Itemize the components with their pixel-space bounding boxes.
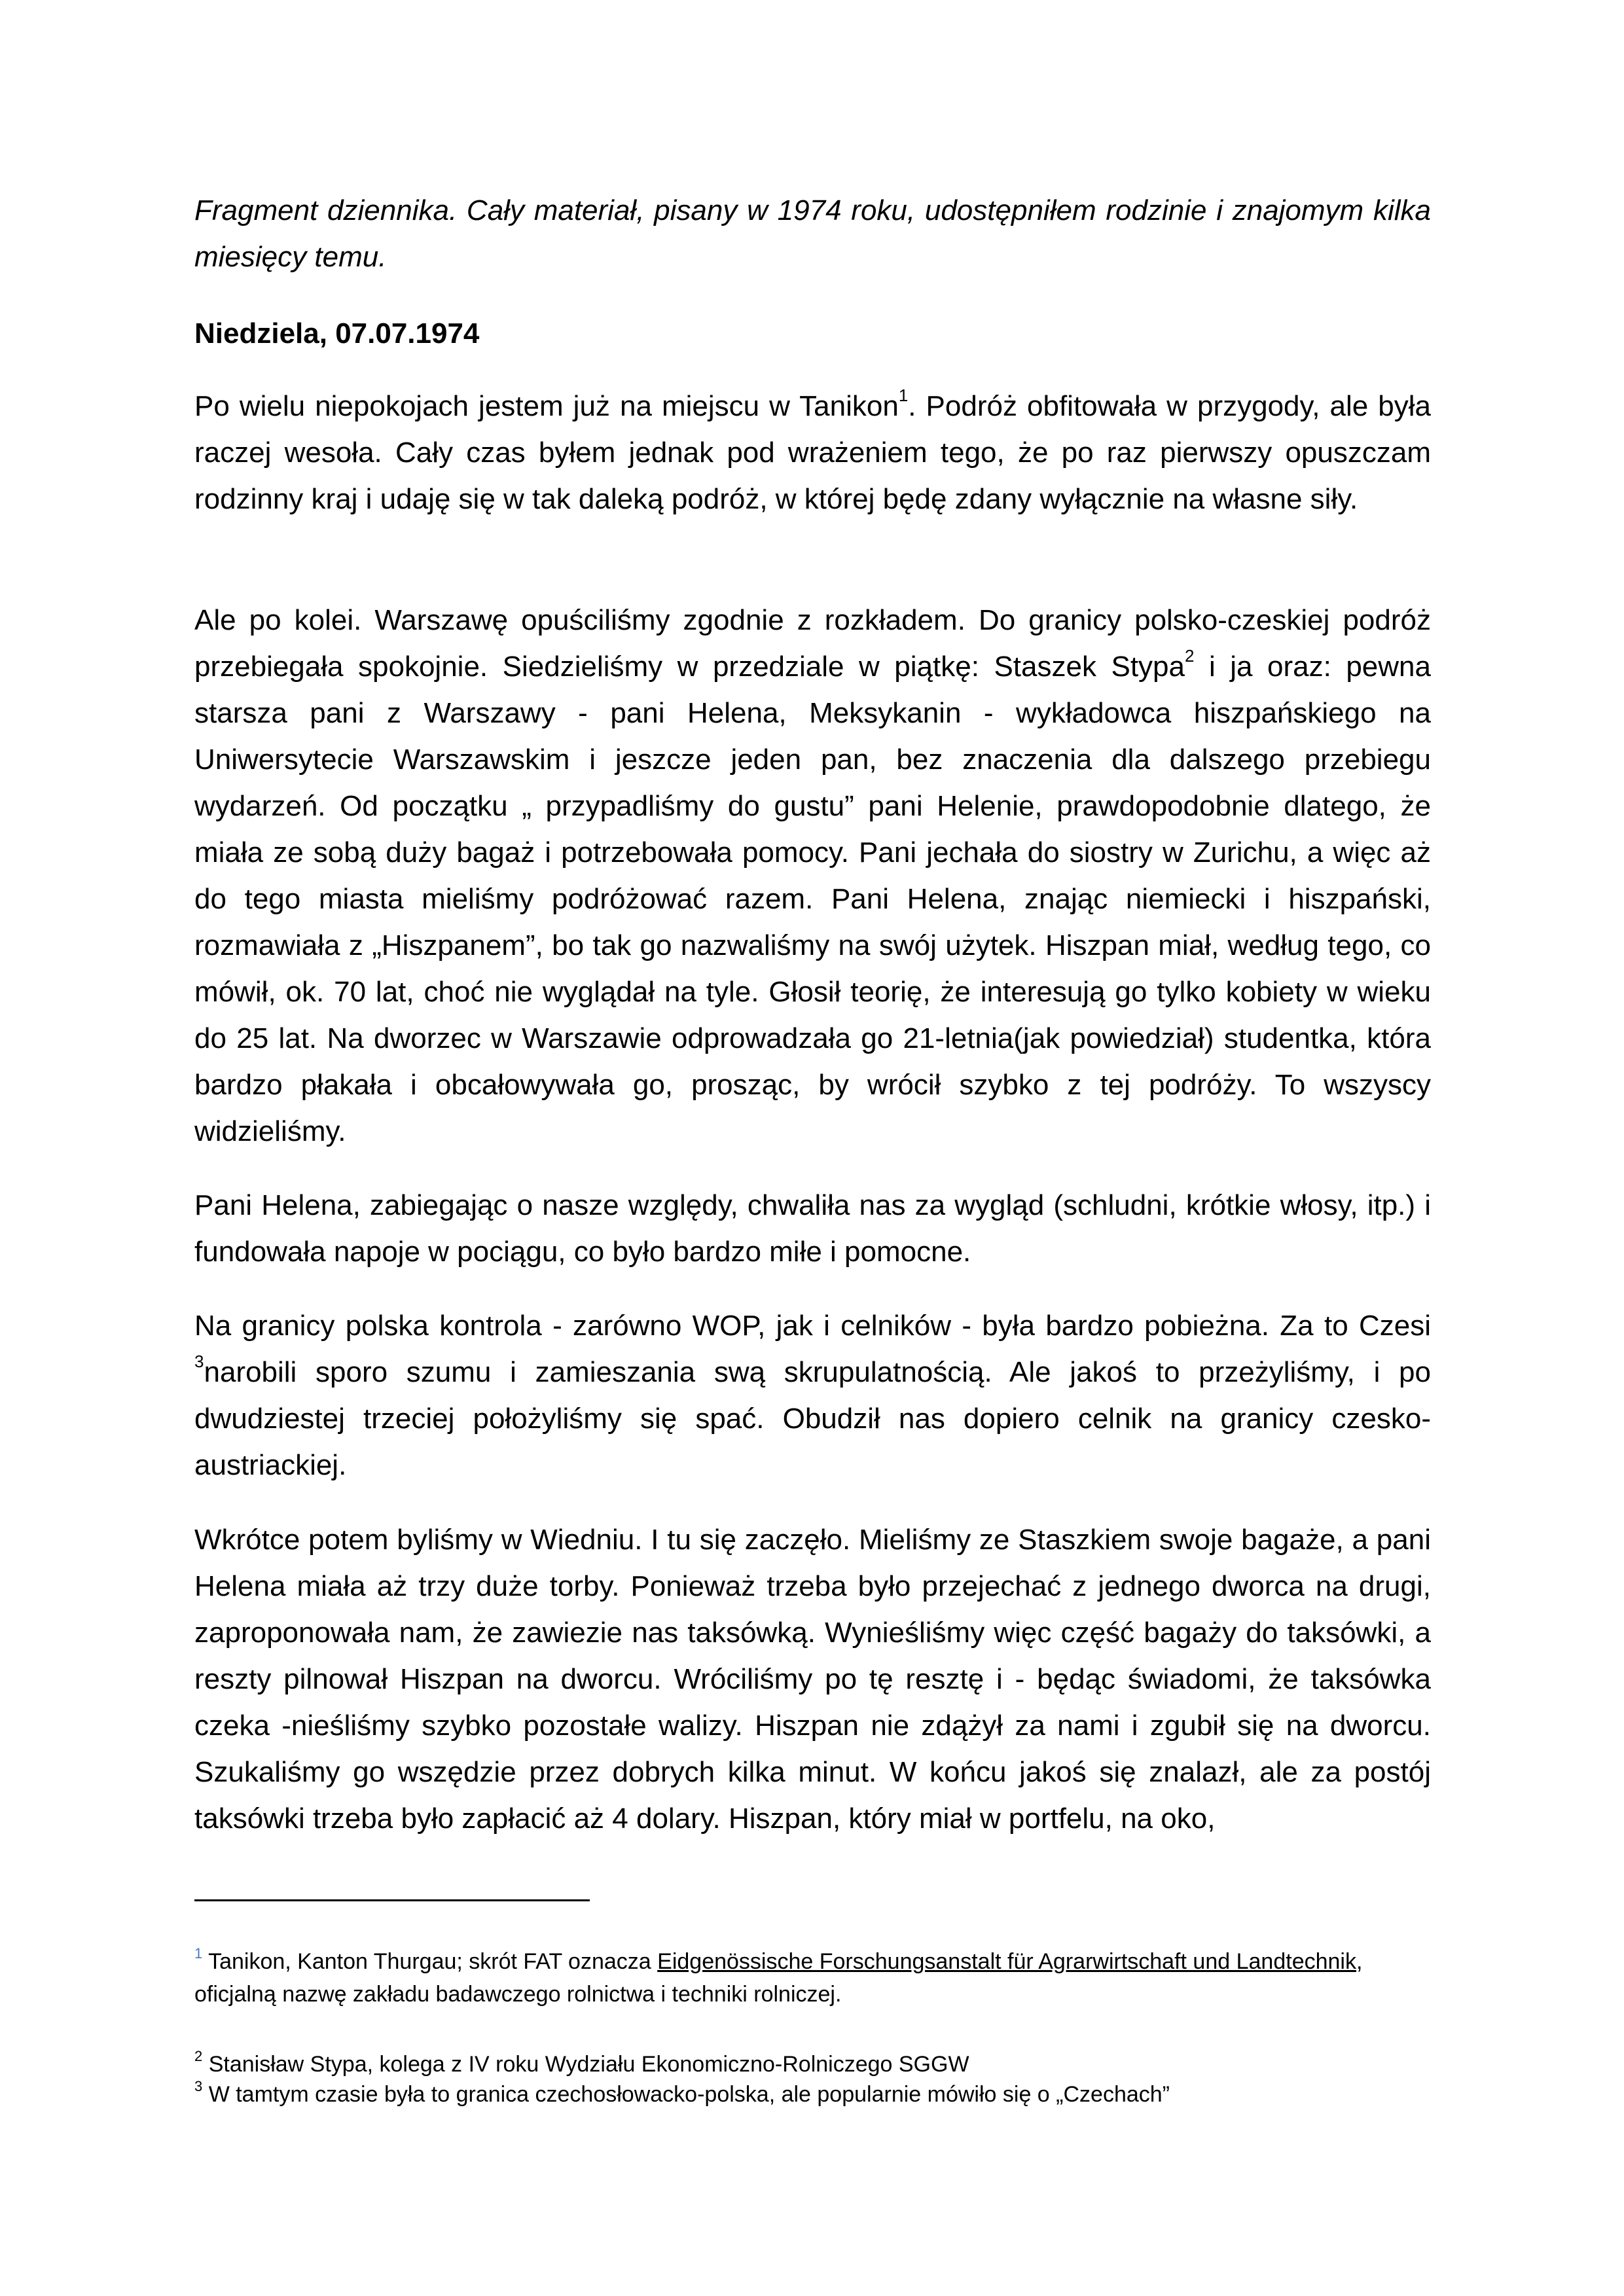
paragraph-2-text-b: i ja oraz: pewna starsza pani z Warszawy - pani Helena, Meksykanin - wykładowca hiszpańskiego na Uniwersytecie Warszawskim i jeszcze jeden pan, bez znaczenia dla dalszego przebiegu wydarzeń. Od początku „ przypadliśmy do gustu” pani Helenie, prawdopodobnie dlatego, że miała ze sobą duży bagaż i potrzebowała pomocy. Pani jechała do siostry w Zurichu, a więc aż do tego miasta mieliśmy podróżować razem. Pani Helena, znając niemiecki i hiszpański, rozmawiała z „Hiszpanem”, bo tak go nazwaliśmy na swój użytek. Hiszpan miał, według tego, co mówił, ok. 70 lat, choć nie wyglądał na tyle. Głosił teorię, że interesują go tylko kobiety w wieku do 25 lat. Na dworzec w Warszawie odprowadzała go 21-letnia(jak powiedział) studentka, która bardzo płakała i obcałowywała go, prosząc, by wrócił szybko z tej podróży. To wszyscy widzieliśmy. — [194, 651, 1431, 1147]
paragraph-2-text-a: Ale po kolei. Warszawę opuściliśmy zgodnie z rozkładem. Do granicy polsko-czeskiej podróż przebiegała spokojnie. Siedzieliśmy w przedziale w piątkę: Staszek Stypa — [194, 604, 1431, 683]
footnote-1-text-before: Tanikon, Kanton Thurgau; skrót FAT oznacza — [202, 1949, 658, 1974]
footnote-1 — [194, 1945, 1431, 2011]
footnote-2 — [194, 2048, 1431, 2081]
footnote-1-text-after: , oficjalną nazwę zakładu badawczego rolnictwa i techniki rolniczej. — [194, 1949, 1363, 2007]
paragraph-1 — [194, 383, 1431, 522]
paragraph-4-text-a: Na granicy polska kontrola - zarówno WOP, jak i celników - była bardzo pobieżna. Za to Czesi — [194, 1310, 1431, 1342]
footnote-1-link[interactable]: Eidgenössische Forschungsanstalt für Agrarwirtschaft und Landtechnik — [657, 1949, 1356, 1974]
footnote-3-number: 3 — [194, 2078, 203, 2094]
footnote-ref-3[interactable]: 3 — [194, 1352, 204, 1371]
footnote-3 — [194, 2078, 1431, 2111]
footnote-ref-2[interactable]: 2 — [1184, 646, 1195, 666]
paragraph-1-text-b: . Podróż obfitowała w przygody, ale była raczej wesoła. Cały czas byłem jednak pod wrażeniem tego, że po raz pierwszy opuszczam rodzinny kraj i udaję się w tak daleką podróż, w której będę zdany wyłącznie na własne siły. — [194, 390, 1431, 515]
paragraph-4-text-b: narobili sporo szumu i zamieszania swą skrupulatnością. Ale jakoś to przeżyliśmy, i po dwudziestej trzeciej położyliśmy się spać. Obudził nas dopiero celnik na granicy czesko-austriackiej. — [194, 1356, 1431, 1481]
footnote-3-text: W tamtym czasie była to granica czechosłowacko-polska, ale popularnie mówiło się o „Czechach” — [202, 2082, 1170, 2107]
paragraph-4 — [194, 1302, 1431, 1488]
paragraph-3: Pani Helena, zabiegając o nasze względy, chwaliła nas za wygląd (schludni, krótkie włosy, itp.) i fundowała napoje w pociągu, co było bardzo miłe i pomocne. — [194, 1189, 1431, 1268]
date-heading: Niedziela, 07.07.1974 — [194, 317, 480, 350]
paragraph-1-text-a: Po wielu niepokojach jestem już na miejscu w Tanikon — [194, 390, 899, 422]
paragraph-2 — [194, 597, 1431, 1155]
footnote-ref-1[interactable]: 1 — [898, 386, 909, 405]
footnote-1-number: 1 — [194, 1945, 203, 1962]
paragraph-5: Wkrótce potem byliśmy w Wiedniu. I tu się zaczęło. Mieliśmy ze Staszkiem swoje bagaże, a pani Helena miała aż trzy duże torby. Ponieważ trzeba było przejechać z jednego dworca na drugi, zaproponowała nam, że zawiezie nas taksówką. Wynieśliśmy więc część bagaży do taksówki, a reszty pilnował Hiszpan na dworcu. Wróciliśmy po tę resztę i - będąc świadomi, że taksówka czeka -nieśliśmy szybko pozostałe walizy. Hiszpan nie zdążył za nami i zgubił się na dworcu. Szukaliśmy go wszędzie przez dobrych kilka minut. W końcu jakoś się znalazł, ale za postój taksówki trzeba było zapłacić aż 4 dolary. Hiszpan, który miał w portfelu, na oko, — [194, 1524, 1431, 1835]
footnote-2-number: 2 — [194, 2048, 203, 2064]
intro-note: Fragment dziennika. Cały materiał, pisany w 1974 roku, udostępniłem rodzinie i znajomym kilka miesięcy temu. — [194, 194, 1431, 273]
footnote-separator — [194, 1899, 590, 1901]
footnote-2-text: Stanisław Stypa, kolega z IV roku Wydziału Ekonomiczno-Rolniczego SGGW — [202, 2052, 969, 2077]
